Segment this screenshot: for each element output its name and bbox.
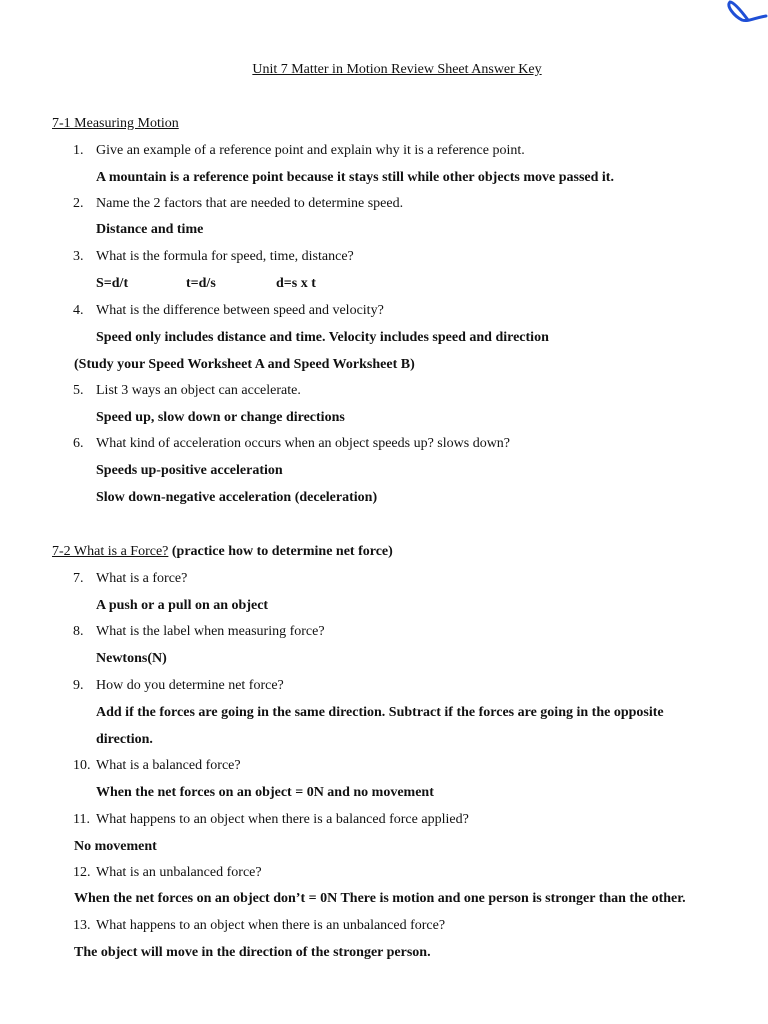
question-number: 6. — [73, 436, 84, 451]
question-number: 12. — [73, 865, 91, 880]
answer-4: Speed only includes distance and time. Velocity includes speed and direction — [96, 330, 549, 345]
question-text: What is an unbalanced force? — [96, 865, 262, 880]
pen-scribble-mark — [708, 0, 768, 40]
question-6 — [73, 436, 510, 452]
question-text: Give an example of a reference point and explain why it is a reference point. — [96, 143, 525, 158]
answer-12: When the net forces on an object don’t = 0N There is motion and one person is stronger than the other. — [74, 891, 686, 906]
question-number: 2. — [73, 196, 84, 211]
question-number: 5. — [73, 383, 84, 398]
study-note: (Study your Speed Worksheet A and Speed Worksheet B) — [74, 357, 415, 372]
document-title: Unit 7 Matter in Motion Review Sheet Answer Key — [252, 62, 542, 77]
question-number: 11. — [73, 812, 90, 827]
answer-9-line-2: direction. — [96, 732, 153, 747]
question-text: What happens to an object when there is an unbalanced force? — [96, 918, 446, 933]
answer-6-speeds-up: Speeds up-positive acceleration — [96, 463, 283, 478]
question-8 — [73, 624, 325, 640]
section-heading-7-1 — [52, 116, 179, 132]
question-text: What kind of acceleration occurs when an object speeds up? slows down? — [96, 436, 511, 451]
answer-1: A mountain is a reference point because it stays still while other objects move passed it. — [96, 170, 614, 185]
question-number: 3. — [73, 249, 84, 264]
question-2 — [73, 196, 403, 212]
question-number: 1. — [73, 143, 84, 158]
question-number: 4. — [73, 303, 84, 318]
question-3 — [73, 249, 354, 265]
answer-9-line-1: Add if the forces are going in the same direction. Subtract if the forces are going in the opposite — [96, 705, 664, 720]
question-11 — [73, 812, 469, 828]
question-7 — [73, 571, 187, 587]
question-10 — [73, 758, 241, 774]
answer-6-slow-down: Slow down-negative acceleration (deceleration) — [96, 490, 378, 505]
question-number: 13. — [73, 918, 91, 933]
answer-7: A push or a pull on an object — [96, 598, 269, 613]
formula-speed: S=d/t — [96, 276, 129, 291]
formula-distance: d=s x t — [276, 276, 316, 291]
section-heading-text: 7-2 What is a Force? — [52, 544, 169, 559]
answer-5: Speed up, slow down or change directions — [96, 410, 345, 425]
question-13 — [73, 918, 445, 934]
question-9 — [73, 678, 284, 694]
question-text: What is the difference between speed and velocity? — [96, 303, 384, 318]
question-1 — [73, 143, 525, 159]
answer-10: When the net forces on an object = 0N and no movement — [96, 785, 434, 800]
section-heading-7-2 — [52, 544, 393, 560]
question-12 — [73, 865, 262, 881]
question-text: What is a force? — [96, 571, 188, 586]
formula-time: t=d/s — [186, 276, 216, 291]
section-heading-note: (practice how to determine net force) — [168, 544, 393, 559]
answer-11: No movement — [74, 839, 157, 854]
question-text: What is a balanced force? — [96, 758, 241, 773]
question-number: 8. — [73, 624, 84, 639]
question-text: Name the 2 factors that are needed to determine speed. — [96, 196, 404, 211]
question-number: 9. — [73, 678, 84, 693]
question-number: 10. — [73, 758, 91, 773]
question-number: 7. — [73, 571, 84, 586]
question-text: What is the formula for speed, time, distance? — [96, 249, 354, 264]
answer-8: Newtons(N) — [96, 651, 167, 666]
question-4 — [73, 303, 384, 319]
question-text: How do you determine net force? — [96, 678, 284, 693]
question-text: What is the label when measuring force? — [96, 624, 325, 639]
section-heading-text: 7-1 Measuring Motion — [52, 116, 179, 131]
answer-3 — [96, 276, 316, 292]
question-5 — [73, 383, 301, 399]
answer-2: Distance and time — [96, 222, 204, 237]
question-text: List 3 ways an object can accelerate. — [96, 383, 301, 398]
answer-13: The object will move in the direction of the stronger person. — [74, 945, 431, 960]
question-text: What happens to an object when there is a balanced force applied? — [96, 812, 469, 827]
